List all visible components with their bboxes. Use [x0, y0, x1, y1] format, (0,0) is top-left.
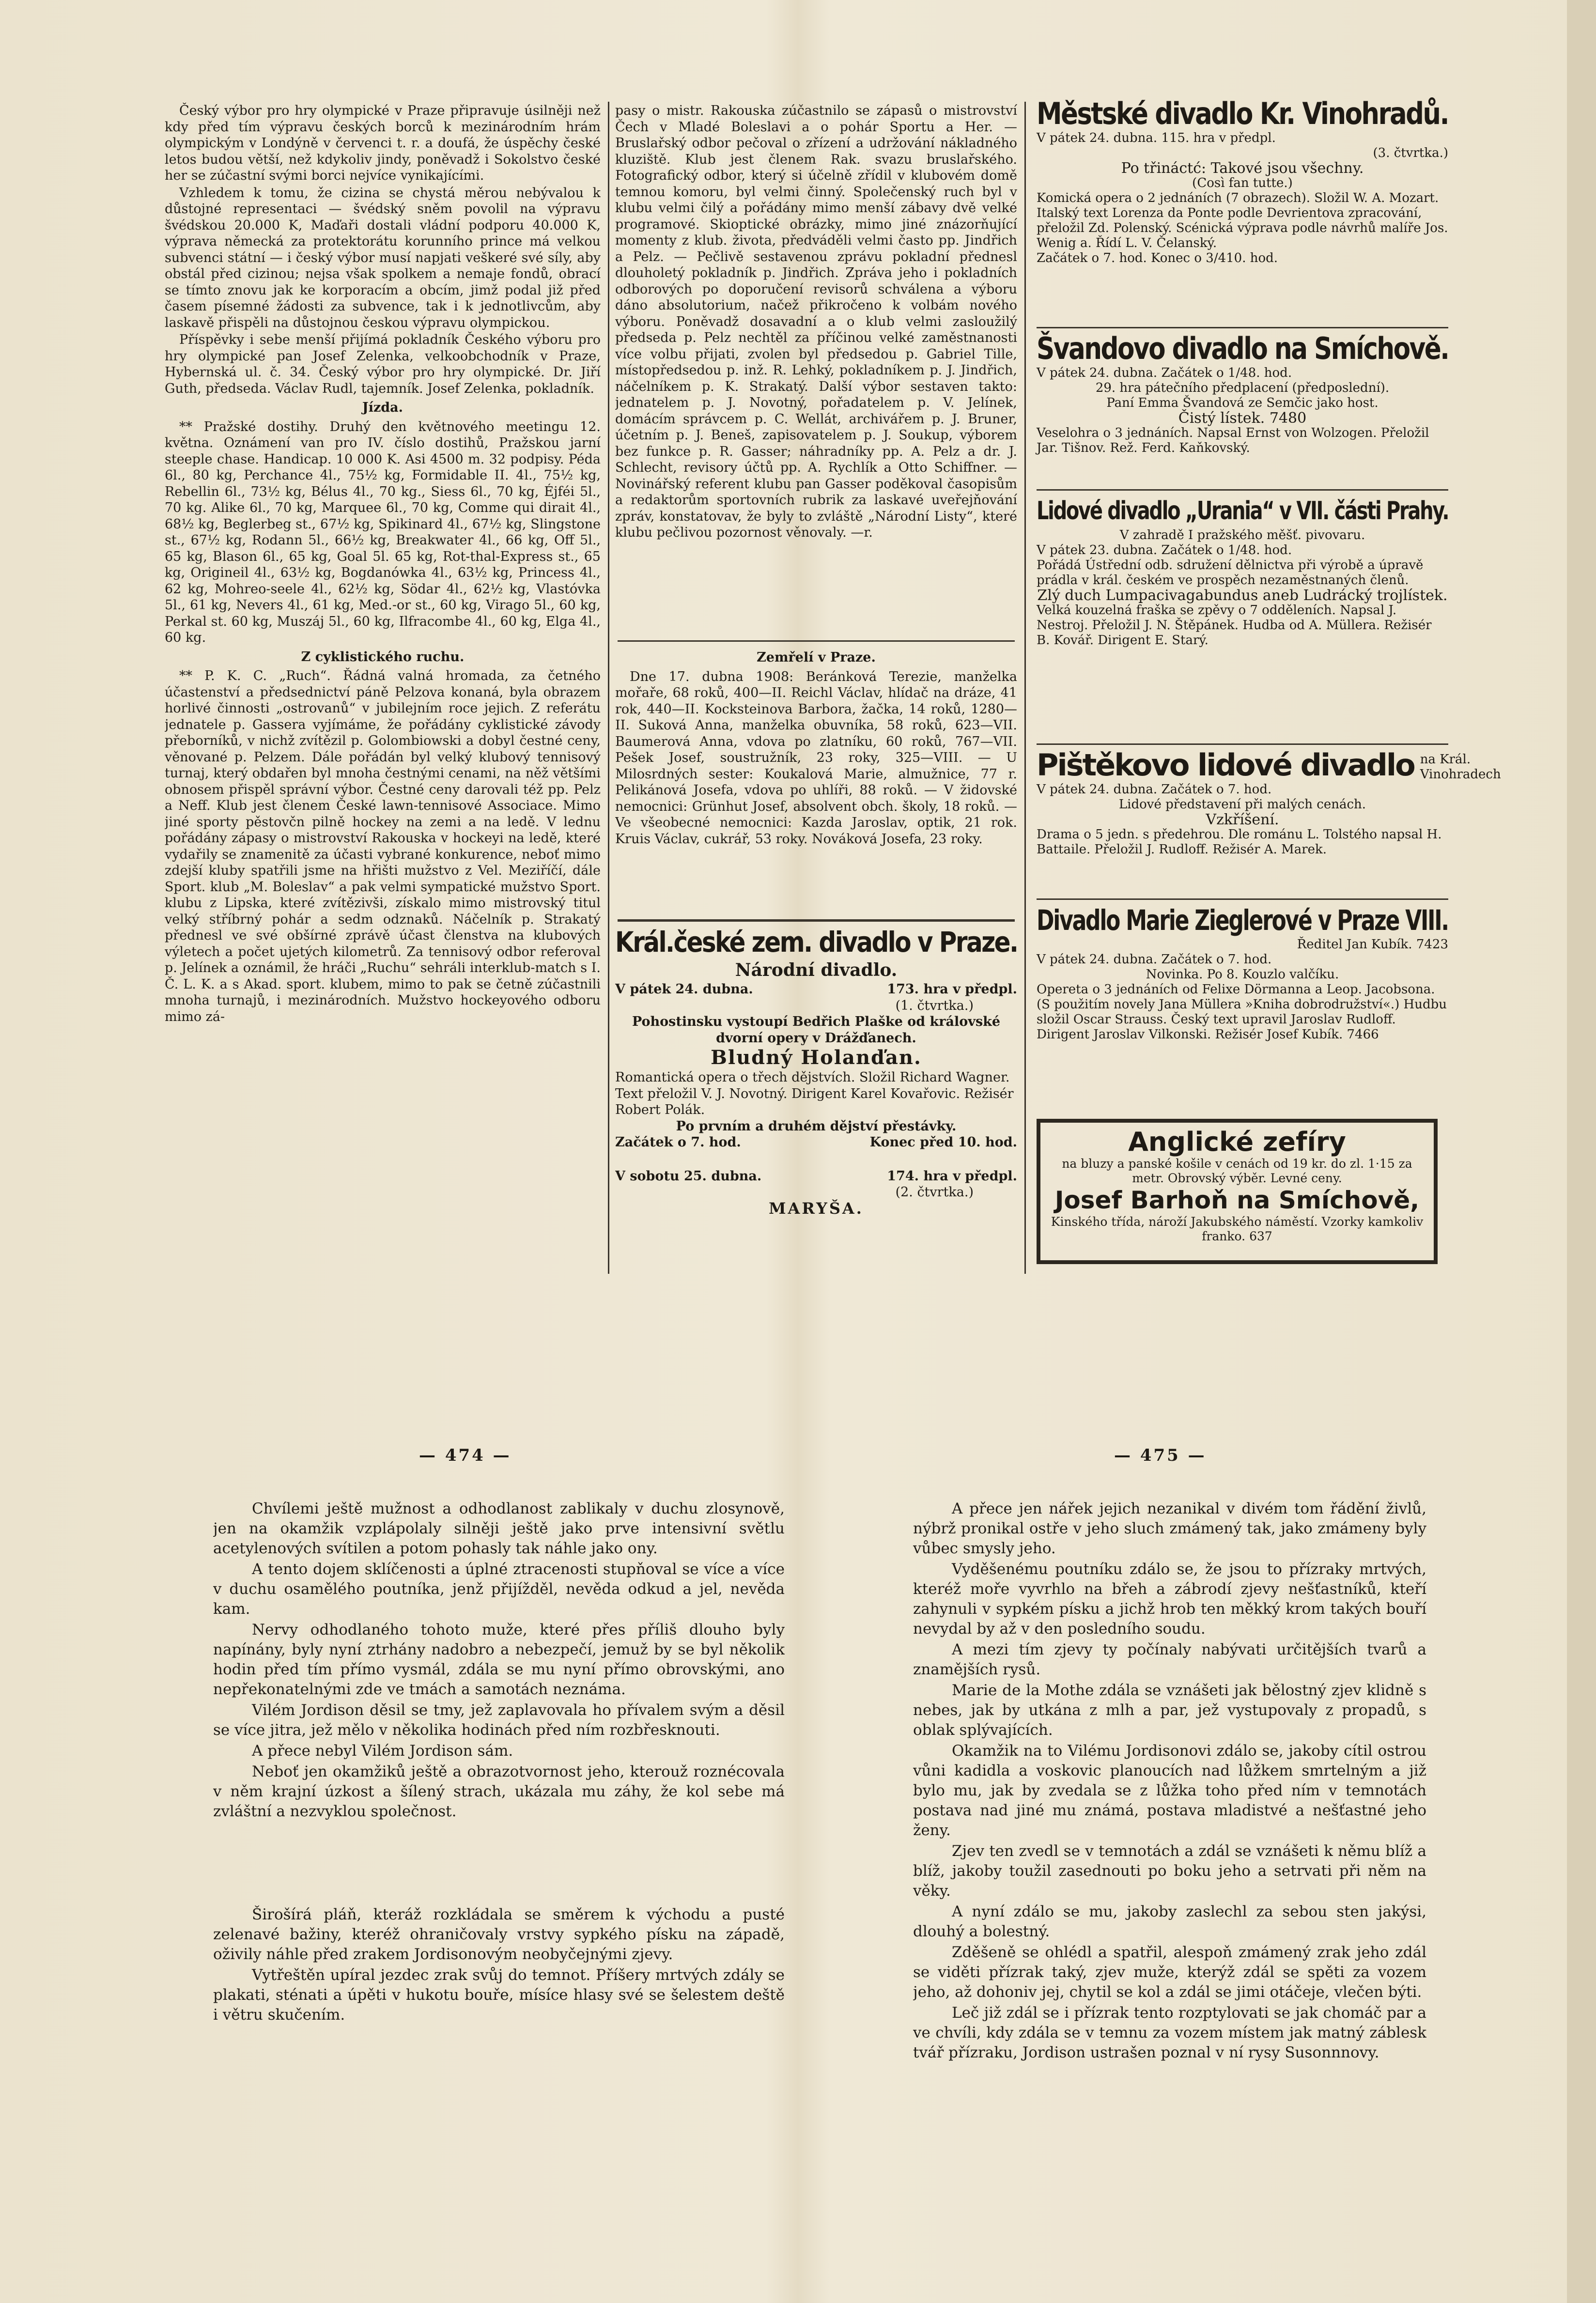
- heading-jizda: Jízda.: [362, 400, 403, 415]
- theater-smichov: [1037, 332, 1448, 456]
- urania-line-2: V pátek 23. dubna. Začátek o 1/48. hod.: [1037, 543, 1292, 557]
- nt-play-title: Bludný Holanďan.: [711, 1046, 922, 1069]
- page-number-left: — 474 —: [419, 1446, 511, 1465]
- story-right-p7: A nyní zdálo se mu, jakoby zaslechl za sebou sten jakýsi, dlouhý a bolestný.: [913, 1903, 1426, 1940]
- vinohrady-play: Po třináctć: Takové jsou všechny.: [1121, 160, 1364, 177]
- story-right-p3: A mezi tím zjevy ty počínaly nabývati určitějších tvarů a znamějších rysů.: [913, 1641, 1426, 1678]
- vinohrady-line-1: V pátek 24. dubna. 115. hra v předpl.: [1037, 131, 1276, 145]
- deaths-text: Dne 17. dubna 1908: Beránková Terezie, manželka mořaře, 68 roků, 400—II. Reichl Václav, hlídač na dráze, 41 rok, 440—II. Kocksteinova Barbora, žačka, 14 roků, 1280—II. Suková Anna, manželka obuvníka, 58 roků, 623—VII. Baumerová Anna, vdova po zlatníku, 60 roků, 767—VII. Pešek Josef, soustružník, 23 roky, 325—VIII. — U Milosrdných sester: Koukalová Marie, almužnice, 77 r. Pelikánová Josefa, vdova po uhlíři, 88 roků. — V židovské nemocnici: Grünhut Josef, absolvent obch. školy, 18 roků. — Ve všeobecné nemocnici: Kazda Jaroslav, optik, 21 rok. Kruis Václav, cukrář, 53 roky. Nováková Josefa, 23 roky.: [615, 669, 1017, 847]
- smichov-description: Veselohra o 3 jednáních. Napsal Ernst von Wolzogen. Přeložil Jar. Tišnov. Rež. Ferd. Kaňkovský.: [1037, 426, 1429, 455]
- urania-line-1: V zahradě I pražského měšť. pivovaru.: [1119, 528, 1365, 542]
- club-column: [615, 103, 1017, 635]
- nt-subscription-2: 174. hra v předpl.: [887, 1168, 1017, 1184]
- vinohrady-times: Začátek o 7. hod. Konec o 3/410. hod.: [1037, 251, 1278, 265]
- pistek-play: Vzkříšení.: [1206, 811, 1279, 828]
- heading-cyklistika: Z cyklistického ruchu.: [301, 649, 465, 665]
- page-edge: [1567, 0, 1596, 2303]
- sports-column: [165, 103, 601, 1275]
- zieglerova-description: Opereta o 3 jednáních od Felixe Dörmanna a Leop. Jacobsona. (S použitím novely Jana Müllera »Kniha dobrodružství«.) Hudbu složil Oscar Strauss. Český text upravil Jaroslav Rudloff. Dirigent Jaroslav Vilkonski. Režisér Josef Kubík. 7466: [1037, 982, 1447, 1042]
- story-right-p2: Vyděšenému poutníku zdálo se, že jsou to přízraky mrtvých, kteréž moře vyvrhlo na břeh a zábrodí zjevy nešťastníků, kteří zahynuli v sypkém písku a jichž hrob ten měkký krom takých bouří nevydal by až v den posledního soudu.: [913, 1561, 1426, 1638]
- urania-title: Lidové divadlo „Urania“ v VII. části Prahy.: [1037, 496, 1449, 526]
- story-right-p4: Marie de la Mothe zdála se vznášeti jak bělostný zjev klidně s nebes, jak by utkána z mlh a par, jež vystupovaly z propadů, s oblak splývajících.: [913, 1682, 1426, 1739]
- smichov-title: Švandovo divadlo na Smíchově.: [1037, 331, 1449, 366]
- zieglerova-play: Novinka. Po 8. Kouzlo valčíku.: [1146, 967, 1339, 982]
- deaths-section: [615, 647, 1017, 915]
- jizda-text: ** Pražské dostihy. Druhý den květnového meetingu 12. května. Oznámení van pro IV. číslo dostihů, Pražskou jarní steeple chase. Handicap. 10 000 K. Asi 4500 m. 32 podpisy. Péda 6l., 80 kg, Perchance 4l., 75½ kg, Formidable II. 4l., 75½ kg, Rebellin 6l., 73½ kg, Bélus 4l., 70 kg., Siess 6l., 70 kg, Éjféi 5l., 70 kg. Alike 6l., 70 kg, Marquee 6l., 70 kg, Comme qui dirait 4l., 68½ kg, Beglerbeg st., 67½ kg, Spikinard 4l., 67½ kg, Slingstone st., 67½ kg, Rodann 5l., 66½ kg, Breakwater 4l., 66 kg, Off 5l., 65 kg, Blason 6l., 65 kg, Goal 5l. 65 kg, Rot-thal-Express st., 65 kg, Origineil 4l., 63½ kg, Bogdanówka 4l., 63½ kg, Princess 4l., 62 kg, Mohreo-seele 4l., 62½ kg, Södar 4l., 62½ kg, Vlastóvka 5l., 61 kg, Nevers 4l., 61 kg, Med.-or st., 60 kg, Virago 5l., 60 kg, Perkal st. 60 kg, Muszáj 5l., 60 kg, Ilfracombe 4l., 60 kg, Elga 4l., 60 kg.: [165, 419, 601, 645]
- story-left-p8: Širošírá pláň, kteráž rozkládala se směrem k východu a pusté zelenavé bažiny, kteréž ohraničovaly vrstvy sypkého písku na západě, oživily náhle před zrakem Jordisonovým neobyčejnými zjevy.: [213, 1906, 785, 1963]
- pistek-line-2: Lidové představení při malých cenách.: [1118, 797, 1366, 812]
- zieglerova-line-1: Ředitel Jan Kubík. 7423: [1297, 937, 1448, 952]
- story-left-p1: Chvílemi ještě mužnost a odhodlanost zablikaly v duchu zlosynově, jen na okamžik vzplápolaly silněji ještě jako prve intensivní světlu acetylenových svítilen a potom pohasly tak náhle jako ony.: [213, 1500, 785, 1557]
- story-left-p2: A tento dojem sklíčenosti a úplné ztracenosti stupňoval se více a více v duchu osamělého poutníka, jenž přijížděl, nevěda odkud a jel, nevěda kam.: [213, 1561, 785, 1618]
- smichov-line-1: V pátek 24. dubna. Začátek o 1/48. hod.: [1037, 366, 1292, 380]
- nt-start: Začátek o 7. hod.: [615, 1135, 741, 1150]
- story-left: [213, 1499, 785, 2206]
- nt-quarter-1: (1. čtvrtka.): [895, 998, 974, 1013]
- urania-play: Zlý duch Lumpacivagabundus aneb Ludrácký trojlístek.: [1037, 587, 1448, 604]
- page-number-right: — 475 —: [1114, 1446, 1207, 1465]
- nt-subscription-1: 173. hra v předpl.: [887, 982, 1017, 997]
- smichov-play: Čistý lístek. 7480: [1178, 410, 1307, 427]
- smichov-line-2: 29. hra pátečního předplacení (předposlední).: [1095, 381, 1390, 395]
- nt-quarter-2: (2. čtvrtka.): [895, 1185, 974, 1200]
- vinohrady-description: Komická opera o 2 jednáních (7 obrazech). Složil W. A. Mozart. Italský text Lorenza da Ponte podle Devrientova zpracování, přeložil Zd. Polenský. Scénická výprava podle návrhů malíře Jos. Wenig a. Řídí L. V. Čelanský.: [1037, 191, 1448, 250]
- advertisement-box: [1037, 1119, 1438, 1264]
- nt-intermissions: Po prvním a druhém dějství přestávky.: [676, 1118, 957, 1134]
- story-right: [913, 1499, 1426, 2206]
- national-theatre-subtitle: Národní divadlo.: [735, 960, 898, 980]
- pistek-title: Pištěkovo lidové divadlo: [1037, 747, 1414, 783]
- ad-line-1: na bluzy a panské košile v cenách od 19 kr. do zl. 1·15 za metr. Obrovský výběr. Levné ceny.: [1062, 1157, 1412, 1185]
- urania-line-3: Pořádá Ústřední odb. sdružení dělnictva při výrobě a úpravě prádla v král. českém ve prospěch nezaměstnaných členů.: [1037, 558, 1424, 587]
- theater-pistek: [1037, 747, 1501, 857]
- nt-end: Konec před 10. hod.: [869, 1135, 1017, 1150]
- story-left-p4: Vilém Jordison děsil se tmy, jež zaplavovala ho přívalem svým a děsil se více jitra, jež mělo v několika hodinách před ním rozbřesknouti.: [213, 1701, 785, 1739]
- vinohrady-title: Městské divadlo Kr. Vinohradů.: [1037, 96, 1449, 131]
- nt-guest: Pohostinsku vystoupí Bedřich Plaške od královské dvorní opery v Drážďanech.: [632, 1014, 1001, 1046]
- smichov-line-3: Paní Emma Švandová ze Semčic jako host.: [1106, 396, 1379, 410]
- divider-smichov: [1037, 327, 1448, 328]
- ad-merchant: Josef Barhoň na Smíchově,: [1054, 1186, 1420, 1214]
- divider-pistek: [1037, 743, 1448, 745]
- national-theatre-title: Král.české zem. divadlo v Praze.: [615, 926, 1017, 958]
- story-left-p5: A přece nebyl Vilém Jordison sám.: [252, 1742, 513, 1760]
- nt-date-1: V pátek 24. dubna.: [615, 982, 753, 997]
- theater-vinohrady: [1037, 97, 1448, 266]
- ad-line-2: Kinského třída, nároží Jakubského náměstí. Vzorky kamkoliv franko. 637: [1051, 1215, 1424, 1243]
- story-right-p9: Leč již zdál se i přízrak tento rozptylovati se jak chomáč par a ve chvíli, kdy zdála se v temnu za vozem místem jak matný záblesk tvář přízraku, Jordison ustrašen poznal v ní rysy Susonnnovy.: [913, 2004, 1426, 2061]
- club-report-text: pasy o mistr. Rakouska zúčastnilo se zápasů o mistrovství Čech v Mladé Boleslavi a o pohár Sportu a Her. — Bruslařský odbor pečoval o zřízení a udržování nákladného kluziště. Klub jest členem Rak. svazu bruslařského. Fotografický odbor, který si účelně zřídil v klubovém domě temnou komoru, byl velmi činný. Společenský ruch byl v klubu velmi čilý a pořádány mimo menší zábavy dvě velké programové. Skioptické obrázky, mimo jiné znázorňující momenty z klub. života, předváděli velmi často pp. Jindřich a Pelz. — Pečlivě sestavenou zprávu pokladní přednesl dlouholetý pokladník p. Jindřich. Zpráva jeho i pokladních odborových po doporučení revisorů schválena a výboru dáno absolutorium, načež přikročeno k volbám nového výboru. Poněvadž dosavadní a o klub velmi zasloužilý předseda p. Pelz nechtěl za příčinou velké zaměstnanosti více volbu přijati, zvolen byl předsedou p. Gabriel Tille, místopředsedou p. inž. R. Lehký, pokladníkem p. J. Jindřich, náčelníkem p. K. Strakatý. Další výbor sestaven takto: jednatelem p. J. Novotný, pořadatelem p. V. Jelínek, domácím správcem p. C. Wellát, archivářem p. J. Bruner, účetním p. J. Beneš, zapisovatelem p. J. Soukup, výborem bez funkce p. R. Gasser; náhradníky pp. A. Pelz a dr. J. Schlecht, revisory účtů pp. A. Rychlík a Otto Schiffner. — Novinářský referent klubu pan Gasser poděkoval časopisům a redaktorům sportovních rubrik za laskavé uveřejňování zpráv, konstatovav, že byly to zvláště „Národní Listy“, které klubu pečlivou pozornost věnovaly. —r.: [615, 103, 1017, 540]
- zieglerova-line-2: V pátek 24. dubna. Začátek o 7. hod.: [1037, 952, 1272, 967]
- story-left-p3: Nervy odhodlaného tohoto muže, které přes příliš dlouho byly napínány, byly nyní ztrhány nadobro a nebezpečí, jemuž by se byl několik hodin před tím přímo vysmál, zdála se mu nyní přímo obrovskými, ano nepřekonatelnými zde ve tmách a samotách neznáma.: [213, 1621, 785, 1698]
- nt-play-description: Romantická opera o třech dějstvích. Složil Richard Wagner. Text přeložil V. J. Novotný. Dirigent Karel Kovařovic. Režisér Robert Polák.: [615, 1070, 1014, 1117]
- nt-play-2: MARYŠA.: [769, 1199, 864, 1218]
- olympic-paragraph-3: Příspěvky i sebe menší přijímá pokladník Českého výboru pro hry olympické pan Josef Zelenka, velkoobchodník v Praze, Hybernská ul. č. 34. Český výbor pro hry olympické. Dr. Jiří Guth, předseda. Václav Rudl, tajemník. Josef Zelenka, pokladník.: [165, 332, 601, 396]
- theater-urania: [1037, 494, 1448, 648]
- divider-national-theatre: [618, 919, 1015, 922]
- story-right-p1: A přece jen nářek jejich nezanikal v divém tom řádění živlů, nýbrž pronikal ostře v jeho sluch zmámený tak, jako zmámeny byly vůbec smysly jeho.: [913, 1500, 1426, 1557]
- story-right-p5: Okamžik na to Vilému Jordisonovi zdálo se, jakoby cítil ostrou vůni kadidla a voskovic planoucích nad lůžkem smrtelným a již bylo mu, jak by zvedala se z lůžka toho před ním v temnotách postava nad jiné mu známá, postava mladistvé a nešťastné jeho ženy.: [913, 1742, 1426, 1839]
- divider-deaths: [618, 640, 1015, 642]
- pistek-line-1: V pátek 24. dubna. Začátek o 7. hod.: [1037, 782, 1272, 797]
- story-right-p8: Zděšeně se ohlédl a spatřil, alespoň zmámený zrak jeho zdál se viděti přízrak taký, zjev muže, kterýž zdál se spěti za vozem jeho, až dohoniv jej, chytil se kol a zdál se jimi otáčeje, vlečen býti.: [913, 1944, 1426, 2001]
- pistek-description: Drama o 5 jedn. s předehrou. Dle románu L. Tolstého napsal H. Battaile. Přeložil J. Rudloff. Režisér A. Marek.: [1037, 827, 1442, 857]
- national-theatre: [615, 925, 1017, 1303]
- story-left-p9: Vytřeštěn upíral jezdec zrak svůj do temnot. Příšery mrtvých zdály se plakati, sténati a úpěti v hukotu bouře, mísíce hlasy své se šelestem deště i větru skučením.: [213, 1966, 785, 2024]
- nt-date-2: V sobotu 25. dubna.: [615, 1168, 762, 1184]
- olympic-paragraph-2: Vzhledem k tomu, že cizina se chystá měrou nebývalou k důstojné representaci — švédský sněm povolil na výpravu švédskou 20.000 K, Maďaři dostali vládní podporu 40.000 K, výprava německá za protektorátu korunního prince má velkou subvenci státní — i český výbor musí napjati veškeré své síly, aby obstál před cizinou; nejsa však spolkem a nemaje fondů, obrací se tímto znovu jak ke korporacím a obcím, jimž podal již před časem písemné žádosti za subvence, tak i k jednotlivcům, aby laskavě přispěli na důstojnou českou výpravu olympickou.: [165, 185, 601, 330]
- story-left-p6: Neboť jen okamžiků ještě a obrazotvornost jeho, kterouž roznécovala v něm krajní úzkost a šílený strach, ukázala mu záhy, že kol sebe má zvláštní a nezvyklou společnost.: [213, 1763, 785, 1820]
- urania-description: Velká kouzelná fraška se zpěvy o 7 odděleních. Napsal J. Nestroj. Přeložil J. N. Štěpánek. Hudba od A. Müllera. Režisér B. Kovář. Dirigent E. Starý.: [1037, 603, 1432, 648]
- zieglerova-title: Divadlo Marie Zieglerové v Praze VIII.: [1037, 904, 1448, 937]
- divider-urania: [1037, 489, 1448, 491]
- vinohrady-line-2: (3. čtvrtka.): [1373, 146, 1448, 160]
- story-right-p6: Zjev ten zvedl se v temnotách a zdál se vznášeti k němu blíž a blíž, jakoby toužil zasednouti po boku jeho a setrvati při něm na věky.: [913, 1842, 1426, 1900]
- column-divider-2: [1024, 102, 1026, 1274]
- cyklistika-text: ** P. K. C. „Ruch“. Řádná valná hromada, za četného účastenství a předsednictví páně Pelzova konaná, byla obrazem horlivé činnosti „ostrovanů“ v jubilejním roce jejich. Z referátu jednatele p. Gassera vyjímáme, že pořádány cyklistické závody přeborníků, v nichž zvítězil p. Golombiowski a dobyl čestné ceny, věnované p. Pelzem. Dále pořádán byl velký klubový tennisový turnaj, který obdařen byl mnoha čestnými cenami, na něž většími obnosem přispěl správní výbor. Čestné ceny darovali též pp. Pelz a Neff. Klub jest členem České lawn-tennisové Associace. Mimo jiné sporty pěstovčn pilně hockey na zemi a na ledě. V lednu pořádány zápasy o mistrovství Rakouska v hockeyi na ledě, které vydařily se znamenitě za účasti vybrané konkurence, neboť mimo zdejší kluby spatřili jsme na hřišti mužstvo z Vel. Meziříčí, dále Sport. klub „M. Boleslav“ a pak velmi sympatické mužstvo Sport. klubu z Lipska, které zvítězivši, získalo mimo mistrovský titul velký stříbrný pohár a sedm odznaků. Náčelník p. Strakatý přednesl ve své obšírné zprávě účast členstva na klubových výletech a počet ujetých kilometrů. Za tennisový odbor referoval p. Jelínek a oznámil, že hráči „Ruchu“ sehráli interklub-match s I. Č. L. K. a s Akad. sport. klubem, mimo to pak se četně zúčastnili mnoha turnajů, i mezinárodních. Mužstvo hockeyového odboru mimo zá-: [165, 668, 601, 1024]
- column-divider-1: [608, 102, 609, 1274]
- pistek-subtitle: na Král. Vinohradech: [1420, 752, 1501, 782]
- olympic-paragraph-1: Český výbor pro hry olympické v Praze připravuje úsilněji než kdy před tím výpravu českých borců k mezinárodním hrám olympickým v Londýně v červenci t. r. a doufá, že úspěchy české letos budou větší, než kdykoliv jindy, poněvadž i Sokolstvo české her se zúčastní svými borci nejvíce vynikajícími.: [165, 103, 601, 183]
- ad-title: Anglické zefíry: [1128, 1127, 1346, 1157]
- theater-zieglerova: [1037, 903, 1448, 1042]
- divider-zieglerova: [1037, 898, 1448, 900]
- deaths-heading: Zemřelí v Praze.: [757, 650, 876, 665]
- vinohrady-line-4: (Così fan tutte.): [1192, 176, 1293, 190]
